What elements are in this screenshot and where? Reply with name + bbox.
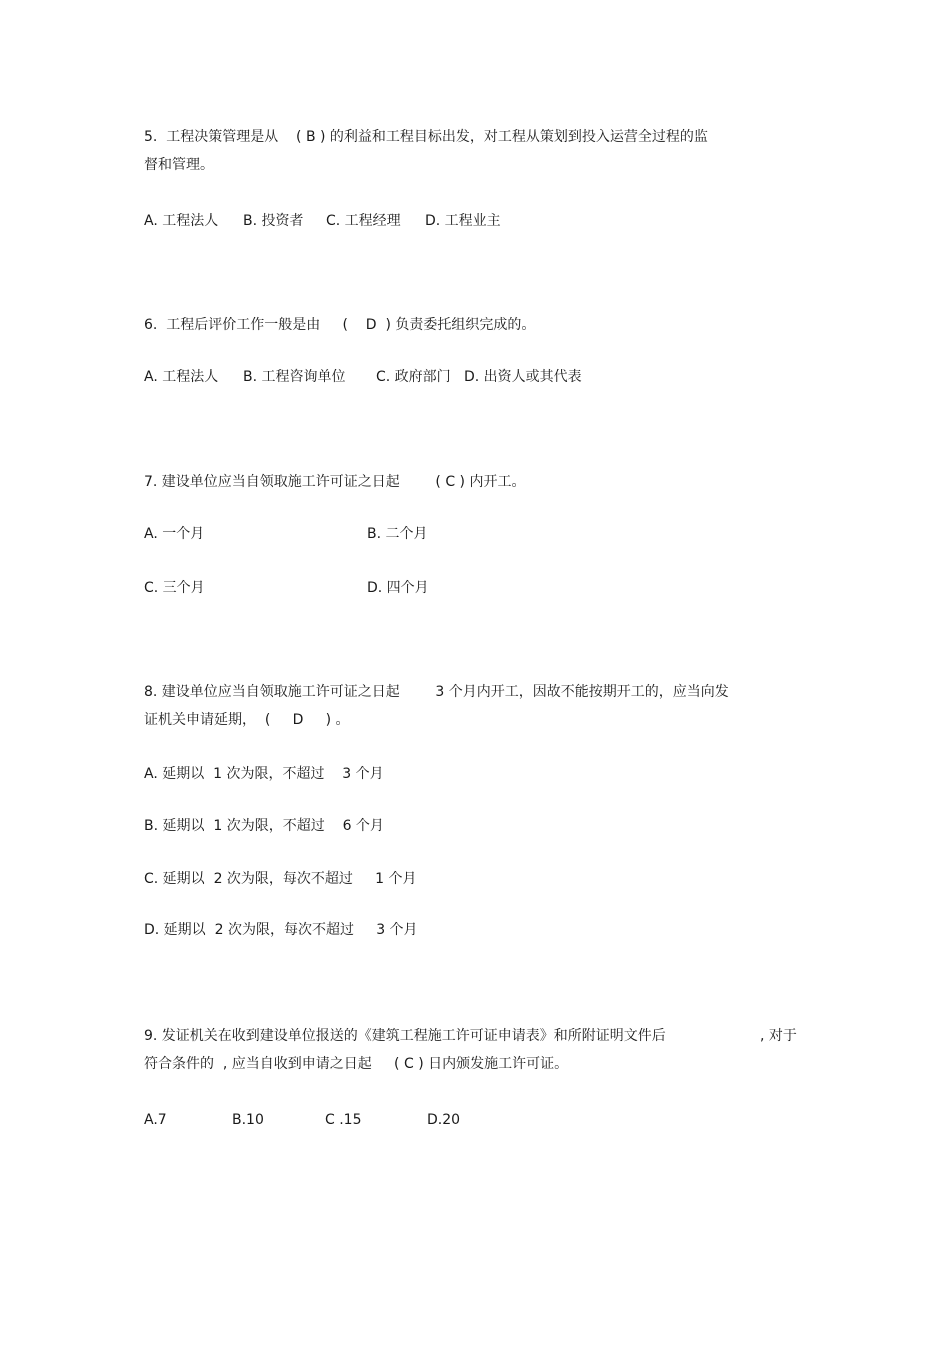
q9-option-c: C .15 bbox=[325, 1112, 362, 1128]
q8-stem-line1: 8. 建设单位应当自领取施工许可证之日起 3 个月内开工，因故不能按期开工的，应当向发 bbox=[144, 684, 729, 700]
q9-stem-line1-tail: , 对于 bbox=[760, 1028, 797, 1044]
q8-option-c: C. 延期以 2 次为限，每次不超过 1 个月 bbox=[144, 871, 417, 887]
q7-option-c: C. 三个月 bbox=[144, 580, 205, 596]
q5-stem-line2: 督和管理。 bbox=[144, 157, 214, 173]
q8-stem-line2: 证机关申请延期， ( D ) 。 bbox=[144, 712, 350, 728]
q9-stem-line1: 9. 发证机关在收到建设单位报送的《建筑工程施工许可证申请表》和所附证明文件后 bbox=[144, 1028, 666, 1044]
q6-option-c: C. 政府部门 bbox=[376, 369, 451, 385]
q5-option-c: C. 工程经理 bbox=[326, 213, 401, 229]
q5-option-a: A. 工程法人 bbox=[144, 213, 219, 229]
q9-option-b: B.10 bbox=[232, 1112, 264, 1128]
q5-stem-line1: 5. 工程决策管理是从 ( B ) 的利益和工程目标出发，对工程从策划到投入运营全过程的监 bbox=[144, 129, 708, 145]
q7-stem-line1: 7. 建设单位应当自领取施工许可证之日起 ( C ) 内开工。 bbox=[144, 474, 526, 490]
q7-option-a: A. 一个月 bbox=[144, 526, 205, 542]
q9-option-d: D.20 bbox=[427, 1112, 461, 1128]
q6-option-b: B. 工程咨询单位 bbox=[243, 369, 346, 385]
q8-option-b: B. 延期以 1 次为限，不超过 6 个月 bbox=[144, 818, 384, 834]
q5-option-b: B. 投资者 bbox=[243, 213, 304, 229]
q6-option-a: A. 工程法人 bbox=[144, 369, 219, 385]
q6-option-d: D. 出资人或其代表 bbox=[464, 369, 582, 385]
q7-option-d: D. 四个月 bbox=[367, 580, 429, 596]
q9-option-a: A.7 bbox=[144, 1112, 167, 1128]
q9-stem-line2: 符合条件的 , 应当自收到申请之日起 ( C ) 日内颁发施工许可证。 bbox=[144, 1056, 569, 1072]
q5-option-d: D. 工程业主 bbox=[425, 213, 501, 229]
q7-option-b: B. 二个月 bbox=[367, 526, 428, 542]
q8-option-a: A. 延期以 1 次为限，不超过 3 个月 bbox=[144, 766, 384, 782]
q8-option-d: D. 延期以 2 次为限，每次不超过 3 个月 bbox=[144, 922, 418, 938]
q6-stem-line1: 6. 工程后评价工作一般是由 ( D ) 负责委托组织完成的。 bbox=[144, 317, 536, 333]
